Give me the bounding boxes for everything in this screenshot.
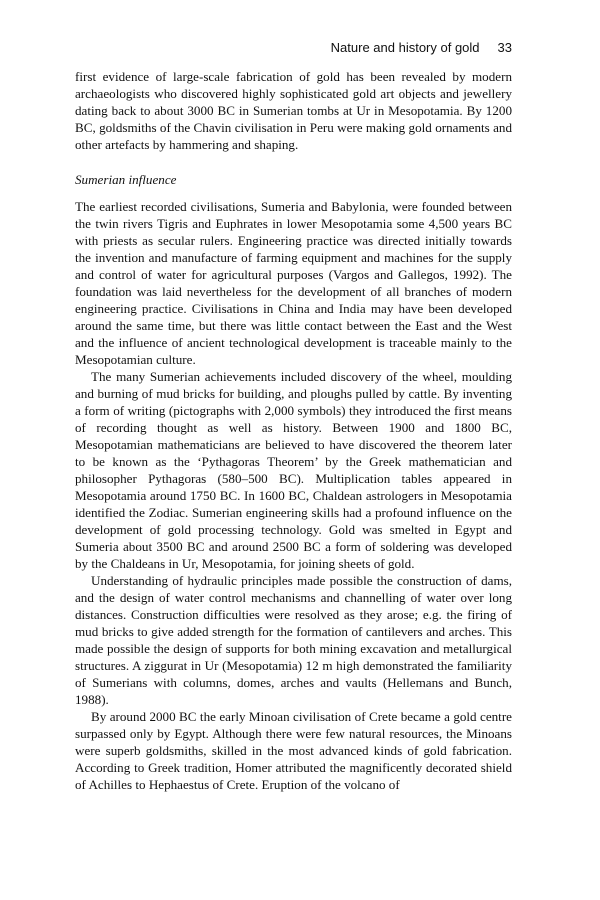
paragraph: The earliest recorded civilisations, Sumeria and Babylonia, were founded between the twin rivers Tigris and Euphrates in lower Mesopotamia some 4,500 years BC with priests as secular rulers. Engineering practice was directed initially towards the invention and manufacture of farming equipment and machines for the supply and control of water for agricultural purposes (Vargos and Gallegos, 1992). The foundation was laid nevertheless for the development of all branches of modern engineering practice. Civilisations in China and India may have been developed around the same time, but there was little contact between the East and the West and the influence of ancient technological development is traceable mainly to the Mesopotamian culture. [75,199,512,367]
running-head-title: Nature and history of gold [330,40,480,55]
body-text [75,68,512,793]
paragraph: By around 2000 BC the early Minoan civilisation of Crete became a gold centre surpassed only by Egypt. Although there were few natural resources, the Minoans were superb goldsmiths, skilled in the most advanced kinds of gold fabrication. According to Greek tradition, Homer attributed the magnificently decorated shield of Achilles to Hephaestus of Crete. Eruption of the volcano of [75,709,512,792]
running-head [331,40,512,55]
paragraph: Understanding of hydraulic principles made possible the construction of dams, and the design of water control mechanisms and channelling of water over long distances. Construction difficulties were resolved as they arose; e.g. the firing of mud bricks to give added strength for the formation of cantilevers and arches. This made possible the design of supports for both mining excavation and metallurgical structures. A ziggurat in Ur (Mesopotamia) 12 m high demonstrated the familiarity of Sumerians with columns, domes, arches and vaults (Hellemans and Bunch, 1988). [75,573,512,707]
paragraph-continuation: first evidence of large-scale fabrication of gold has been revealed by modern archaeologists who discovered highly sophisticated gold art objects and jewellery dating back to about 3000 BC in Sumerian tombs at Ur in Mesopotamia. By 1200 BC, goldsmiths of the Chavin civilisation in Peru were making gold ornaments and other artefacts by hammering and shaping. [75,69,512,152]
paragraph: The many Sumerian achievements included discovery of the wheel, moulding and burning of mud bricks for building, and ploughs pulled by cattle. By inventing a form of writing (pictographs with 2,000 symbols) they introduced the first means of recording thought as well as history. Between 1900 and 1800 BC, Mesopotamian mathematicians are believed to have discovered the theorem later to be known as the ‘Pythagoras Theorem’ by the Greek mathematician and philosopher Pythagoras (580–500 BC). Multiplication tables appeared in Mesopotamia around 1750 BC. In 1600 BC, Chaldean astrologers in Mesopotamia identified the Zodiac. Sumerian engineering skills had a profound influence on the development of gold processing technology. Gold was smelted in Egypt and Sumeria about 3500 BC and around 2500 BC a form of soldering was developed by the Chaldeans in Ur, Mesopotamia, for joining sheets of gold. [75,369,512,571]
section-heading: Sumerian influence [75,172,177,187]
page-number: 33 [497,40,512,55]
